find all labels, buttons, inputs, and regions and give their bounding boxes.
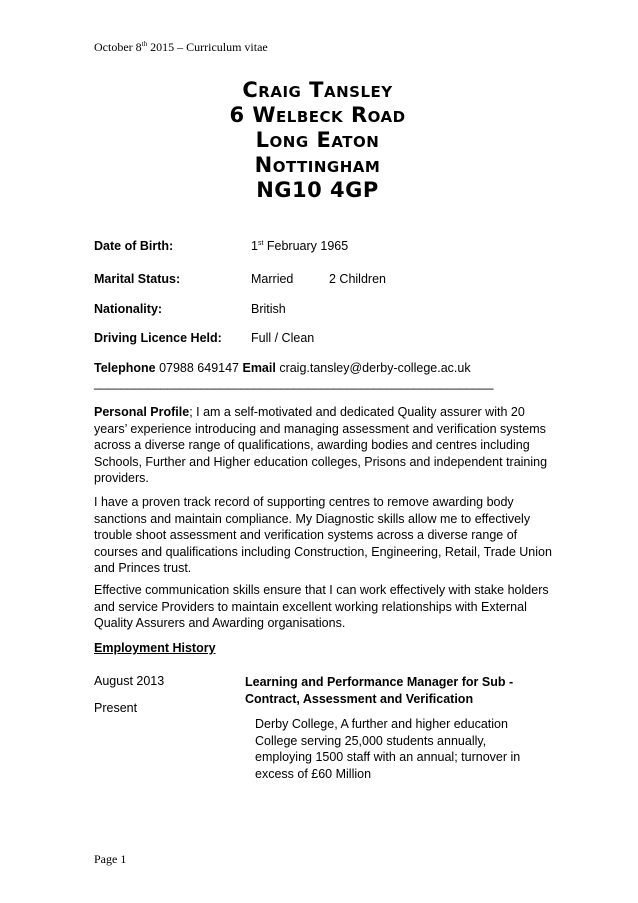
personal-profile-text: ; I am a self-motivated and dedicated Quality assurer with 20 years’ experience introducing and managing assessment and verification systems across a diverse range of qualifications, awarding bodies and centres including Schools, Further and Higher education colleges, Prisons and independent training providers. <box>94 405 548 485</box>
page-footer: Page 1 <box>94 852 127 866</box>
profile-paragraph-3: Effective communication skills ensure that I can work effectively with stake holders and service Providers to maintain excellent working relationships with External Quality Assurers and Awarding organisations. <box>94 583 549 630</box>
divider-rule: ____________________________________________________________ <box>94 376 494 390</box>
licence-value: Full / Clean <box>251 331 315 345</box>
children-value: 2 Children <box>329 272 386 286</box>
employment-role: Learning and Performance Manager for Sub - Contract, Assessment and Verification <box>245 675 514 706</box>
telephone-value: 07988 649147 <box>155 361 243 375</box>
personal-profile-label: Personal Profile <box>94 405 190 419</box>
employment-organisation: Derby College, A further and higher education College serving 25,000 students annually, employing 1500 staff with an annual; turnover in excess of £60 Million <box>255 717 521 781</box>
dob-value: 1st February 1965 <box>251 239 349 253</box>
personal-profile <box>94 404 554 487</box>
address-line-town: Long Eaton <box>255 128 380 152</box>
employment-date-from: August 2013 <box>94 674 165 688</box>
page-header <box>94 40 268 55</box>
header-date-suffix-sup: th <box>141 40 148 48</box>
header-title: 2015 – Curriculum vitae <box>147 40 268 54</box>
nationality-label: Nationality: <box>94 302 163 316</box>
address-line-street: 6 Welbeck Road <box>229 103 406 127</box>
contact-line <box>94 361 471 375</box>
email-label: Email <box>242 361 276 375</box>
licence-label: Driving Licence Held: <box>94 331 222 345</box>
address-line-postcode: NG10 4GP <box>256 178 379 202</box>
profile-paragraph-2: I have a proven track record of supporting centres to remove awarding body sanctions and maintain compliance. My Diagnostic skills allow me to effectively trouble shoot assessment and verification systems across a diverse range of courses and qualifications including Construction, Engineering, Retail, Trade Union and Princes trust. <box>94 495 552 575</box>
header-date: October 8 <box>94 40 142 54</box>
employment-date-to: Present <box>94 701 138 715</box>
candidate-name: Craig Tansley <box>242 78 393 102</box>
employment-history-heading: Employment History <box>94 641 216 655</box>
marital-label: Marital Status: <box>94 272 181 286</box>
marital-value: Married <box>251 272 294 286</box>
nationality-value: British <box>251 302 286 316</box>
name-address-block <box>190 78 445 203</box>
email-value: craig.tansley@derby-college.ac.uk <box>275 361 471 375</box>
dob-label: Date of Birth: <box>94 239 174 253</box>
telephone-label: Telephone <box>94 361 156 375</box>
address-line-city: Nottingham <box>254 153 381 177</box>
